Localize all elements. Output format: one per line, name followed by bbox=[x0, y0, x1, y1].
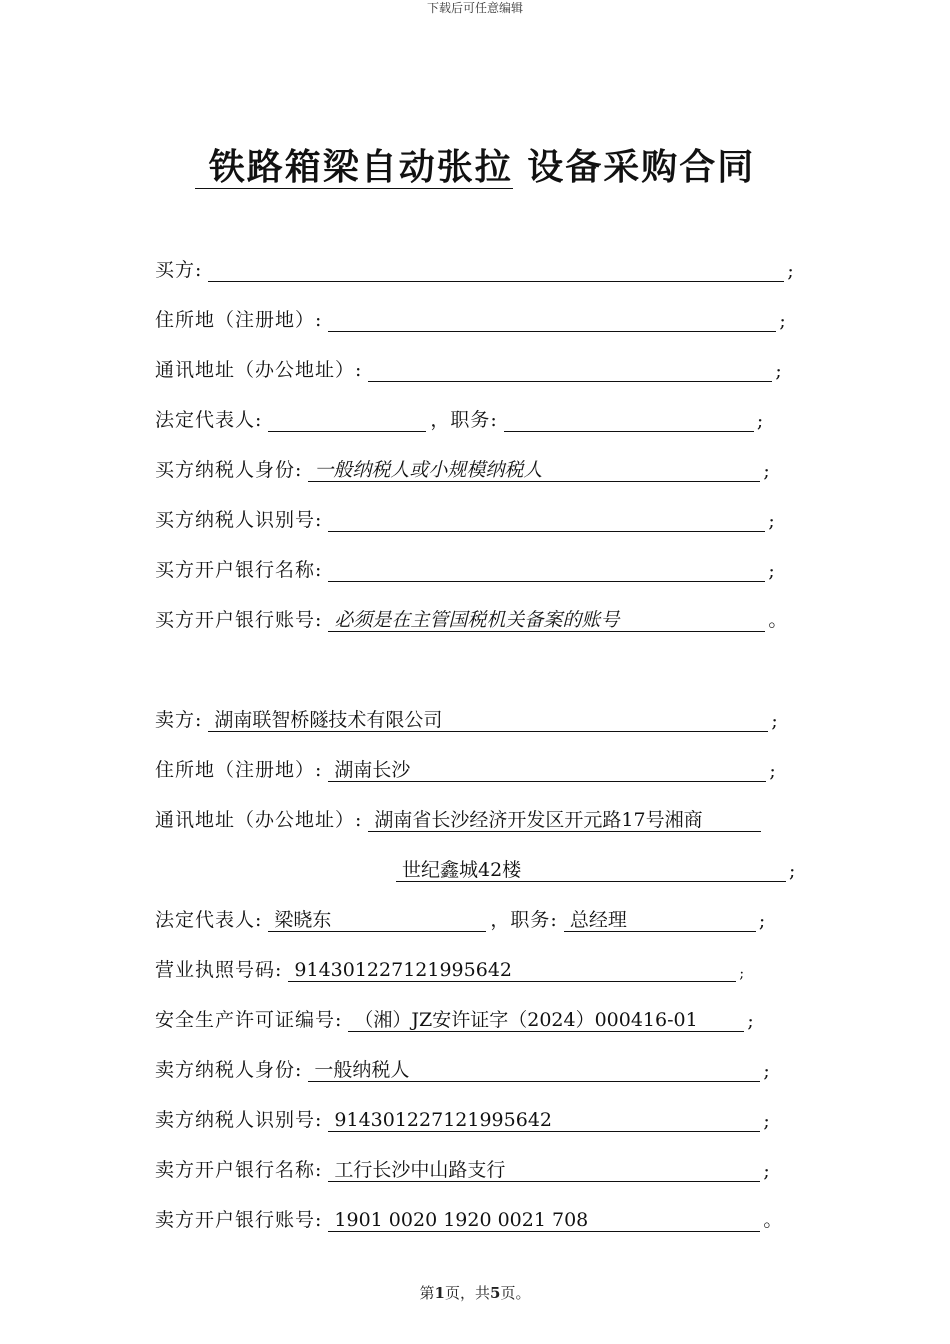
buyer-position-field[interactable] bbox=[504, 408, 754, 432]
buyer-office-row bbox=[155, 352, 782, 382]
seller-license-label: 营业执照号码: bbox=[155, 959, 283, 981]
buyer-taxid-row bbox=[155, 502, 775, 532]
buyer-account-label: 买方开户银行账号: bbox=[155, 609, 323, 631]
buyer-taxid-label: 买方纳税人识别号: bbox=[155, 509, 323, 531]
buyer-office-label: 通讯地址（办公地址）: bbox=[155, 359, 363, 381]
buyer-taxpayer-row bbox=[155, 452, 770, 482]
seller-address-row bbox=[155, 752, 776, 782]
buyer-address-end: ; bbox=[779, 310, 786, 332]
seller-taxpayer-end: ; bbox=[763, 1060, 770, 1082]
seller-name-end: ; bbox=[771, 710, 778, 732]
page-footer bbox=[0, 1282, 950, 1303]
seller-address-end: ; bbox=[769, 760, 776, 782]
buyer-bank-end: ; bbox=[768, 560, 775, 582]
buyer-address-row bbox=[155, 302, 786, 332]
buyer-rep-label: 法定代表人: bbox=[155, 409, 263, 431]
header-note: 下载后可任意编辑 bbox=[426, 1, 523, 15]
seller-taxid-end: ; bbox=[763, 1110, 770, 1132]
buyer-bank-field[interactable] bbox=[328, 558, 765, 582]
title-rest: 设备采购合同 bbox=[512, 147, 756, 188]
seller-office-row bbox=[155, 802, 761, 832]
buyer-address-field[interactable] bbox=[328, 308, 776, 332]
buyer-account-row bbox=[155, 602, 787, 632]
buyer-position-end: ; bbox=[756, 410, 764, 432]
seller-bank-row bbox=[155, 1152, 770, 1182]
seller-rep-field[interactable]: 梁晓东 bbox=[268, 908, 486, 932]
document-title bbox=[0, 144, 950, 192]
seller-name-field[interactable]: 湖南联智桥隧技术有限公司 bbox=[208, 708, 768, 732]
seller-safety-field[interactable]: （湘）JZ安许证字（2024）000416-01 bbox=[348, 1008, 744, 1032]
buyer-name-field[interactable] bbox=[208, 258, 784, 282]
buyer-taxid-end: ; bbox=[768, 510, 775, 532]
seller-address-field[interactable]: 湖南长沙 bbox=[328, 758, 766, 782]
buyer-taxpayer-label: 买方纳税人身份: bbox=[155, 459, 303, 481]
seller-office-field-line1[interactable]: 湖南省长沙经济开发区开元路17号湘商 bbox=[368, 808, 761, 832]
seller-bank-field[interactable]: 工行长沙中山路支行 bbox=[328, 1158, 760, 1182]
footer-page-number: 1 bbox=[434, 1284, 445, 1302]
buyer-office-end: ; bbox=[775, 360, 782, 382]
seller-bank-label: 卖方开户银行名称: bbox=[155, 1159, 323, 1181]
seller-account-end: 。 bbox=[763, 1209, 783, 1231]
buyer-name-row bbox=[155, 252, 794, 282]
seller-office-end: ; bbox=[789, 860, 796, 882]
seller-taxid-field[interactable]: 914301227121995642 bbox=[328, 1108, 760, 1132]
seller-position-label: ，职务: bbox=[490, 909, 558, 931]
seller-account-field[interactable]: 1901 0020 1920 0021 708 bbox=[328, 1208, 760, 1232]
footer-prefix: 第 bbox=[419, 1284, 435, 1302]
footer-middle: 页，共 bbox=[444, 1284, 490, 1302]
seller-license-field[interactable]: 914301227121995642 bbox=[288, 958, 736, 982]
seller-taxid-label: 卖方纳税人识别号: bbox=[155, 1109, 323, 1131]
buyer-rep-field[interactable] bbox=[268, 408, 426, 432]
seller-name-label: 卖方: bbox=[155, 709, 203, 731]
seller-bank-end: ; bbox=[763, 1160, 770, 1182]
buyer-position-label: ，职务: bbox=[430, 409, 498, 431]
seller-taxpayer-field[interactable]: 一般纳税人 bbox=[308, 1058, 760, 1082]
buyer-bank-row bbox=[155, 552, 775, 582]
seller-taxpayer-row bbox=[155, 1052, 770, 1082]
footer-total-pages: 5 bbox=[490, 1284, 501, 1302]
buyer-name-label: 买方: bbox=[155, 259, 203, 281]
buyer-name-end: ; bbox=[787, 260, 794, 282]
seller-rep-label: 法定代表人: bbox=[155, 909, 263, 931]
seller-taxid-row bbox=[155, 1102, 770, 1132]
seller-account-label: 卖方开户银行账号: bbox=[155, 1209, 323, 1231]
seller-rep-row bbox=[155, 902, 765, 932]
seller-license-row bbox=[155, 952, 744, 982]
buyer-taxid-field[interactable] bbox=[328, 508, 765, 532]
buyer-bank-label: 买方开户银行名称: bbox=[155, 559, 323, 581]
seller-safety-end: ; bbox=[747, 1010, 754, 1032]
seller-license-end: ; bbox=[739, 966, 745, 982]
seller-office-field-line2[interactable]: 世纪鑫城42楼 bbox=[396, 858, 786, 882]
buyer-account-end: 。 bbox=[768, 609, 788, 631]
buyer-rep-row bbox=[155, 402, 763, 432]
footer-suffix: 页。 bbox=[500, 1284, 531, 1302]
buyer-taxpayer-end: ; bbox=[763, 460, 770, 482]
seller-safety-row bbox=[155, 1002, 754, 1032]
title-underlined: 铁路箱梁自动张拉 bbox=[195, 148, 513, 189]
seller-address-label: 住所地（注册地）: bbox=[155, 759, 323, 781]
seller-position-end: ; bbox=[758, 910, 766, 932]
buyer-taxpayer-field[interactable]: 一般纳税人或小规模纳税人 bbox=[308, 458, 760, 482]
seller-office-row-2 bbox=[396, 852, 795, 882]
seller-position-field[interactable]: 总经理 bbox=[564, 908, 756, 932]
seller-office-label: 通讯地址（办公地址）: bbox=[155, 809, 363, 831]
buyer-account-field[interactable]: 必须是在主管国税机关备案的账号 bbox=[328, 608, 765, 632]
seller-taxpayer-label: 卖方纳税人身份: bbox=[155, 1059, 303, 1081]
seller-account-row bbox=[155, 1202, 782, 1232]
seller-name-row bbox=[155, 702, 778, 732]
seller-safety-label: 安全生产许可证编号: bbox=[155, 1009, 343, 1031]
buyer-office-field[interactable] bbox=[368, 358, 772, 382]
buyer-address-label: 住所地（注册地）: bbox=[155, 309, 323, 331]
